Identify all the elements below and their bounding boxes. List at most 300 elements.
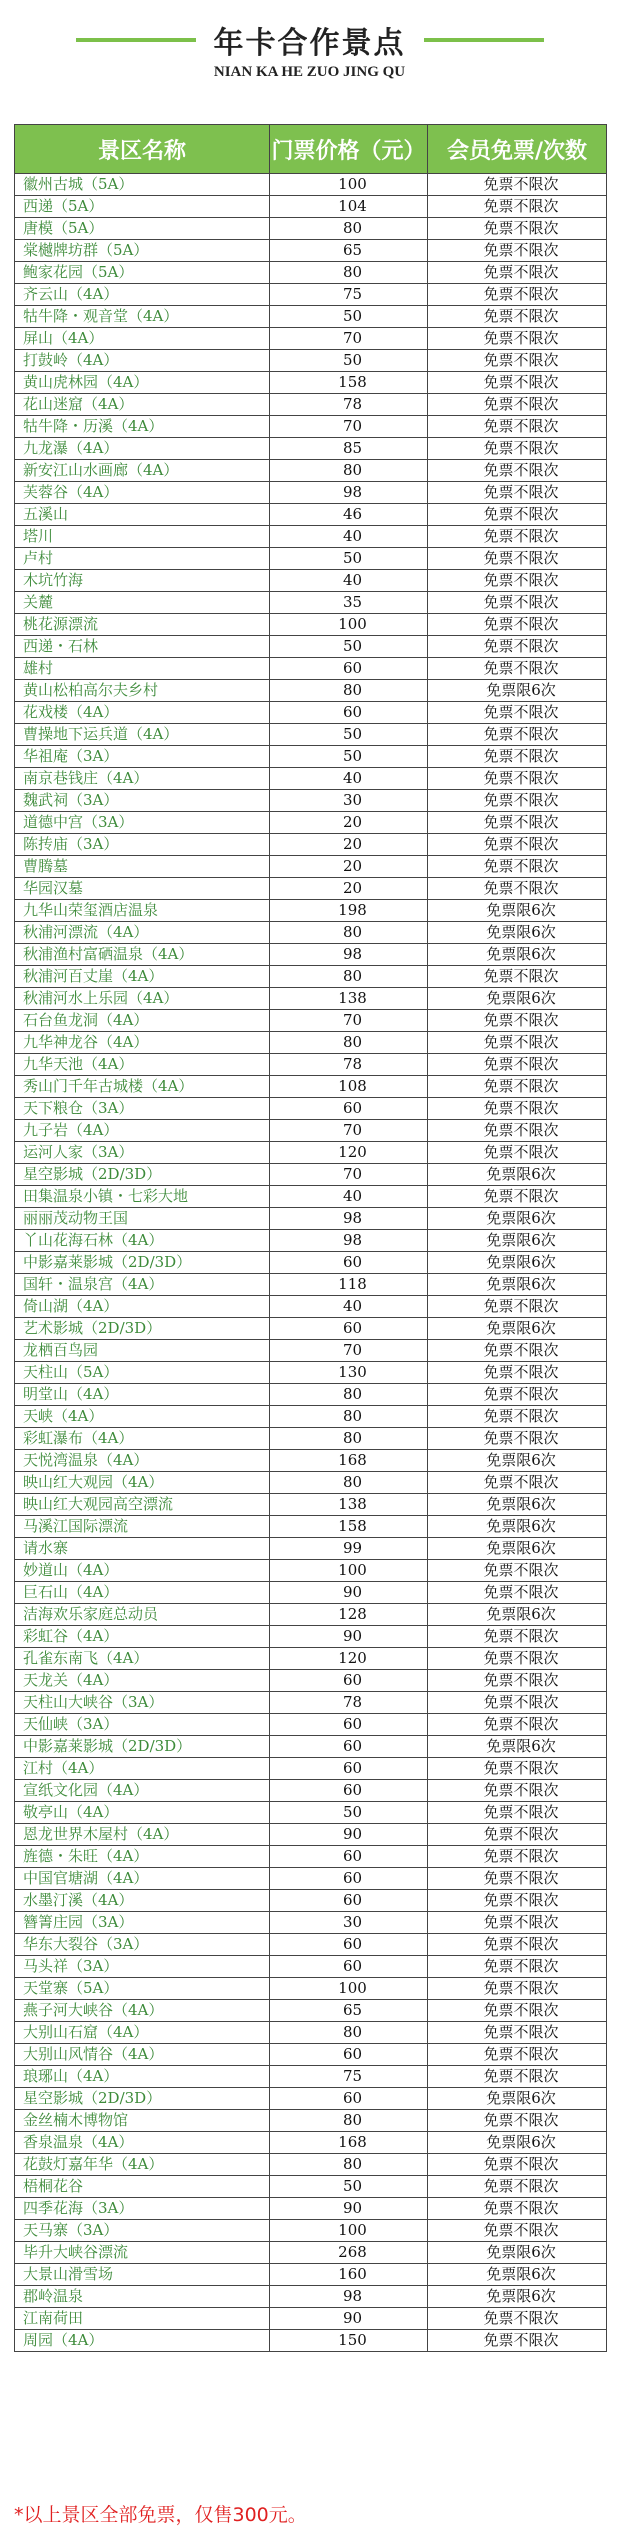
member-free-cell: 免票不限次 — [428, 812, 607, 834]
table-row — [15, 2088, 607, 2110]
spot-name-cell: 屏山（4A） — [15, 328, 270, 350]
ticket-price-cell: 50 — [270, 306, 428, 328]
spot-name-cell: 天柱山（5A） — [15, 1362, 270, 1384]
member-free-cell: 免票不限次 — [428, 1186, 607, 1208]
table-row — [15, 1098, 607, 1120]
member-free-cell: 免票限6次 — [428, 2264, 607, 2286]
ticket-price-cell: 60 — [270, 1956, 428, 1978]
member-free-cell: 免票不限次 — [428, 1296, 607, 1318]
table-row — [15, 1494, 607, 1516]
table-row — [15, 1582, 607, 1604]
member-free-cell: 免票不限次 — [428, 1560, 607, 1582]
member-free-cell: 免票不限次 — [428, 1428, 607, 1450]
table-row — [15, 1252, 607, 1274]
ticket-price-cell: 80 — [270, 1032, 428, 1054]
spot-name-cell: 天峡（4A） — [15, 1406, 270, 1428]
ticket-price-cell: 46 — [270, 504, 428, 526]
table-row — [15, 1450, 607, 1472]
ticket-price-cell: 60 — [270, 2088, 428, 2110]
spot-name-cell: 映山红大观园高空漂流 — [15, 1494, 270, 1516]
member-free-cell: 免票不限次 — [428, 218, 607, 240]
member-free-cell: 免票不限次 — [428, 548, 607, 570]
spot-name-cell: 石台鱼龙洞（4A） — [15, 1010, 270, 1032]
member-free-cell: 免票不限次 — [428, 1362, 607, 1384]
spot-name-cell: 天下粮仓（3A） — [15, 1098, 270, 1120]
member-free-cell: 免票不限次 — [428, 1978, 607, 2000]
table-row — [15, 1406, 607, 1428]
spot-name-cell: 华园汉墓 — [15, 878, 270, 900]
member-free-cell: 免票不限次 — [428, 328, 607, 350]
member-free-cell: 免票不限次 — [428, 2000, 607, 2022]
member-free-cell: 免票不限次 — [428, 1890, 607, 1912]
table-row — [15, 1516, 607, 1538]
table-row — [15, 1934, 607, 1956]
member-free-cell: 免票不限次 — [428, 174, 607, 196]
ticket-price-cell: 60 — [270, 2044, 428, 2066]
member-free-cell: 免票限6次 — [428, 680, 607, 702]
spot-name-cell: 彩虹谷（4A） — [15, 1626, 270, 1648]
table-row — [15, 988, 607, 1010]
ticket-price-cell: 80 — [270, 680, 428, 702]
table-row — [15, 834, 607, 856]
table-row — [15, 724, 607, 746]
member-free-cell: 免票不限次 — [428, 284, 607, 306]
spot-name-cell: 华东大裂谷（3A） — [15, 1934, 270, 1956]
ticket-price-cell: 100 — [270, 2220, 428, 2242]
table-row — [15, 702, 607, 724]
table-row — [15, 1758, 607, 1780]
table-row — [15, 1230, 607, 1252]
spot-name-cell: 陈抟庙（3A） — [15, 834, 270, 856]
member-free-cell: 免票不限次 — [428, 2154, 607, 2176]
member-free-cell: 免票不限次 — [428, 482, 607, 504]
spot-name-cell: 妙道山（4A） — [15, 1560, 270, 1582]
spot-name-cell: 请水寨 — [15, 1538, 270, 1560]
spot-name-cell: 星空影城（2D/3D） — [15, 1164, 270, 1186]
member-free-cell: 免票不限次 — [428, 438, 607, 460]
ticket-price-cell: 130 — [270, 1362, 428, 1384]
member-free-cell: 免票不限次 — [428, 2066, 607, 2088]
ticket-price-cell: 60 — [270, 1098, 428, 1120]
spot-name-cell: 丽丽茂动物王国 — [15, 1208, 270, 1230]
spot-name-cell: 秋浦河水上乐园（4A） — [15, 988, 270, 1010]
spot-name-cell: 旌德・朱旺（4A） — [15, 1846, 270, 1868]
ticket-price-cell: 20 — [270, 856, 428, 878]
member-free-cell: 免票不限次 — [428, 1626, 607, 1648]
ticket-price-cell: 60 — [270, 1670, 428, 1692]
ticket-price-cell: 98 — [270, 2286, 428, 2308]
table-row — [15, 746, 607, 768]
table-row — [15, 2264, 607, 2286]
spot-name-cell: 映山红大观园（4A） — [15, 1472, 270, 1494]
table-row — [15, 570, 607, 592]
page-title: 年卡合作景点 — [213, 26, 406, 61]
member-free-cell: 免票限6次 — [428, 944, 607, 966]
table-row — [15, 856, 607, 878]
spot-name-cell: 雄村 — [15, 658, 270, 680]
table-row — [15, 2044, 607, 2066]
table-row — [15, 504, 607, 526]
member-free-cell: 免票不限次 — [428, 2176, 607, 2198]
table-row — [15, 878, 607, 900]
spot-name-cell: 徽州古城（5A） — [15, 174, 270, 196]
spot-name-cell: 簪箐庄园（3A） — [15, 1912, 270, 1934]
ticket-price-cell: 60 — [270, 702, 428, 724]
table-row — [15, 416, 607, 438]
spot-name-cell: 毕升大峡谷漂流 — [15, 2242, 270, 2264]
spot-name-cell: 卢村 — [15, 548, 270, 570]
ticket-price-cell: 98 — [270, 482, 428, 504]
member-free-cell: 免票不限次 — [428, 196, 607, 218]
spot-name-cell: 梧桐花谷 — [15, 2176, 270, 2198]
ticket-price-cell: 40 — [270, 1186, 428, 1208]
ticket-price-cell: 80 — [270, 1384, 428, 1406]
table-row — [15, 438, 607, 460]
spot-name-cell: 曹腾墓 — [15, 856, 270, 878]
member-free-cell: 免票不限次 — [428, 1582, 607, 1604]
member-free-cell: 免票限6次 — [428, 2242, 607, 2264]
ticket-price-cell: 90 — [270, 1582, 428, 1604]
spot-name-cell: 五溪山 — [15, 504, 270, 526]
ticket-price-cell: 80 — [270, 262, 428, 284]
spot-name-cell: 唐模（5A） — [15, 218, 270, 240]
member-free-cell: 免票不限次 — [428, 306, 607, 328]
table-row — [15, 2066, 607, 2088]
column-header-name: 景区名称 — [15, 125, 270, 174]
table-row — [15, 1846, 607, 1868]
member-free-cell: 免票不限次 — [428, 2220, 607, 2242]
spot-name-cell: 中影嘉莱影城（2D/3D） — [15, 1252, 270, 1274]
member-free-cell: 免票限6次 — [428, 1274, 607, 1296]
spot-name-cell: 天仙峡（3A） — [15, 1714, 270, 1736]
spot-name-cell: 龙栖百鸟园 — [15, 1340, 270, 1362]
spot-name-cell: 花山迷窟（4A） — [15, 394, 270, 416]
ticket-price-cell: 70 — [270, 1164, 428, 1186]
ticket-price-cell: 60 — [270, 658, 428, 680]
member-free-cell: 免票不限次 — [428, 1054, 607, 1076]
spot-name-cell: 打鼓岭（4A） — [15, 350, 270, 372]
scenic-spots-table — [14, 124, 607, 2352]
table-row — [15, 1736, 607, 1758]
spot-name-cell: 华祖庵（3A） — [15, 746, 270, 768]
ticket-price-cell: 50 — [270, 2176, 428, 2198]
ticket-price-cell: 104 — [270, 196, 428, 218]
table-row — [15, 944, 607, 966]
ticket-price-cell: 50 — [270, 350, 428, 372]
member-free-cell: 免票不限次 — [428, 1846, 607, 1868]
ticket-price-cell: 50 — [270, 724, 428, 746]
spot-name-cell: 木坑竹海 — [15, 570, 270, 592]
member-free-cell: 免票不限次 — [428, 240, 607, 262]
member-free-cell: 免票不限次 — [428, 834, 607, 856]
ticket-price-cell: 40 — [270, 1296, 428, 1318]
ticket-price-cell: 100 — [270, 614, 428, 636]
ticket-price-cell: 60 — [270, 1846, 428, 1868]
ticket-price-cell: 158 — [270, 372, 428, 394]
column-header-member: 会员免票/次数 — [428, 125, 607, 174]
ticket-price-cell: 70 — [270, 1010, 428, 1032]
ticket-price-cell: 80 — [270, 2154, 428, 2176]
table-row — [15, 2022, 607, 2044]
ticket-price-cell: 160 — [270, 2264, 428, 2286]
member-free-cell: 免票不限次 — [428, 1098, 607, 1120]
member-free-cell: 免票不限次 — [428, 1648, 607, 1670]
spot-name-cell: 道德中宫（3A） — [15, 812, 270, 834]
spot-name-cell: 牯牛降・观音堂（4A） — [15, 306, 270, 328]
member-free-cell: 免票不限次 — [428, 1714, 607, 1736]
table-row — [15, 636, 607, 658]
ticket-price-cell: 118 — [270, 1274, 428, 1296]
table-row — [15, 1384, 607, 1406]
table-row — [15, 1978, 607, 2000]
spot-name-cell: 秋浦河百丈崖（4A） — [15, 966, 270, 988]
spot-name-cell: 马溪江国际漂流 — [15, 1516, 270, 1538]
table-row — [15, 966, 607, 988]
member-free-cell: 免票不限次 — [428, 416, 607, 438]
table-row — [15, 240, 607, 262]
table-row — [15, 1120, 607, 1142]
member-free-cell: 免票不限次 — [428, 1340, 607, 1362]
ticket-price-cell: 30 — [270, 790, 428, 812]
ticket-price-cell: 60 — [270, 1714, 428, 1736]
member-free-cell: 免票不限次 — [428, 394, 607, 416]
member-free-cell: 免票不限次 — [428, 636, 607, 658]
table-row — [15, 306, 607, 328]
ticket-price-cell: 80 — [270, 2110, 428, 2132]
member-free-cell: 免票不限次 — [428, 2110, 607, 2132]
table-row — [15, 1912, 607, 1934]
spot-name-cell: 天悦湾温泉（4A） — [15, 1450, 270, 1472]
ticket-price-cell: 75 — [270, 284, 428, 306]
spot-name-cell: 星空影城（2D/3D） — [15, 2088, 270, 2110]
spot-name-cell: 倚山湖（4A） — [15, 1296, 270, 1318]
ticket-price-cell: 60 — [270, 1736, 428, 1758]
spot-name-cell: 琅琊山（4A） — [15, 2066, 270, 2088]
page-subtitle: NIAN KA HE ZUO JING QU — [213, 64, 406, 80]
member-free-cell: 免票不限次 — [428, 1076, 607, 1098]
spot-name-cell: 花鼓灯嘉年华（4A） — [15, 2154, 270, 2176]
ticket-price-cell: 168 — [270, 1450, 428, 1472]
member-free-cell: 免票限6次 — [428, 1604, 607, 1626]
ticket-price-cell: 138 — [270, 1494, 428, 1516]
member-free-cell: 免票不限次 — [428, 2308, 607, 2330]
table-row — [15, 2220, 607, 2242]
ticket-price-cell: 60 — [270, 1252, 428, 1274]
spot-name-cell: 宣纸文化园（4A） — [15, 1780, 270, 1802]
title-row — [0, 20, 619, 60]
footnote: *以上景区全部免票，仅售300元。 — [14, 2504, 307, 2526]
table-row — [15, 592, 607, 614]
ticket-price-cell: 99 — [270, 1538, 428, 1560]
member-free-cell: 免票限6次 — [428, 1736, 607, 1758]
table-row — [15, 1670, 607, 1692]
spot-name-cell: 彩虹瀑布（4A） — [15, 1428, 270, 1450]
ticket-price-cell: 78 — [270, 394, 428, 416]
member-free-cell: 免票不限次 — [428, 1912, 607, 1934]
ticket-price-cell: 100 — [270, 174, 428, 196]
spot-name-cell: 中国官塘湖（4A） — [15, 1868, 270, 1890]
ticket-price-cell: 60 — [270, 1868, 428, 1890]
spot-name-cell: 曹操地下运兵道（4A） — [15, 724, 270, 746]
spot-name-cell: 马头祥（3A） — [15, 1956, 270, 1978]
table-row — [15, 1560, 607, 1582]
spot-name-cell: 九华山荣玺酒店温泉 — [15, 900, 270, 922]
table-row — [15, 1824, 607, 1846]
spot-name-cell: 九子岩（4A） — [15, 1120, 270, 1142]
ticket-price-cell: 90 — [270, 1824, 428, 1846]
ticket-price-cell: 20 — [270, 812, 428, 834]
table-row — [15, 2286, 607, 2308]
spot-name-cell: 香泉温泉（4A） — [15, 2132, 270, 2154]
column-header-price: 门票价格（元） — [270, 125, 428, 174]
table-row — [15, 922, 607, 944]
ticket-price-cell: 85 — [270, 438, 428, 460]
spot-name-cell: 鲍家花园（5A） — [15, 262, 270, 284]
member-free-cell: 免票不限次 — [428, 2198, 607, 2220]
spot-name-cell: 西递・石林 — [15, 636, 270, 658]
spot-name-cell: 黄山虎林园（4A） — [15, 372, 270, 394]
member-free-cell: 免票不限次 — [428, 1384, 607, 1406]
spot-name-cell: 水墨汀溪（4A） — [15, 1890, 270, 1912]
spot-name-cell: 花戏楼（4A） — [15, 702, 270, 724]
ticket-price-cell: 65 — [270, 2000, 428, 2022]
table-row — [15, 2176, 607, 2198]
ticket-price-cell: 50 — [270, 636, 428, 658]
table-row — [15, 1868, 607, 1890]
table-row — [15, 1780, 607, 1802]
ticket-price-cell: 100 — [270, 1978, 428, 2000]
member-free-cell: 免票不限次 — [428, 372, 607, 394]
table-row — [15, 614, 607, 636]
ticket-price-cell: 98 — [270, 944, 428, 966]
table-row — [15, 1032, 607, 1054]
spot-name-cell: 中影嘉莱影城（2D/3D） — [15, 1736, 270, 1758]
table-row — [15, 1208, 607, 1230]
table-row — [15, 460, 607, 482]
table-row — [15, 1714, 607, 1736]
table-row — [15, 1890, 607, 1912]
table-row — [15, 1362, 607, 1384]
spot-name-cell: 田集温泉小镇・七彩大地 — [15, 1186, 270, 1208]
spot-name-cell: 巨石山（4A） — [15, 1582, 270, 1604]
spot-name-cell: 天马寨（3A） — [15, 2220, 270, 2242]
table-row — [15, 196, 607, 218]
table-row — [15, 1604, 607, 1626]
spot-name-cell: 丫山花海石林（4A） — [15, 1230, 270, 1252]
table-row — [15, 350, 607, 372]
table-row — [15, 2308, 607, 2330]
ticket-price-cell: 70 — [270, 1340, 428, 1362]
member-free-cell: 免票限6次 — [428, 1450, 607, 1472]
table-row — [15, 768, 607, 790]
ticket-price-cell: 98 — [270, 1208, 428, 1230]
spot-name-cell: 牯牛降・历溪（4A） — [15, 416, 270, 438]
ticket-price-cell: 50 — [270, 746, 428, 768]
member-free-cell: 免票不限次 — [428, 1692, 607, 1714]
ticket-price-cell: 80 — [270, 460, 428, 482]
table-body — [15, 174, 607, 2352]
ticket-price-cell: 198 — [270, 900, 428, 922]
spot-name-cell: 关麓 — [15, 592, 270, 614]
ticket-price-cell: 20 — [270, 878, 428, 900]
member-free-cell: 免票限6次 — [428, 1164, 607, 1186]
spot-name-cell: 九华神龙谷（4A） — [15, 1032, 270, 1054]
member-free-cell: 免票不限次 — [428, 1032, 607, 1054]
member-free-cell: 免票不限次 — [428, 790, 607, 812]
member-free-cell: 免票不限次 — [428, 262, 607, 284]
spot-name-cell: 金丝楠木博物馆 — [15, 2110, 270, 2132]
title-line-left — [76, 38, 196, 42]
spot-name-cell: 棠樾牌坊群（5A） — [15, 240, 270, 262]
member-free-cell: 免票不限次 — [428, 1956, 607, 1978]
member-free-cell: 免票不限次 — [428, 1780, 607, 1802]
ticket-price-cell: 60 — [270, 1890, 428, 1912]
spot-name-cell: 天堂寨（5A） — [15, 1978, 270, 2000]
table-row — [15, 394, 607, 416]
ticket-price-cell: 60 — [270, 1318, 428, 1340]
member-free-cell: 免票限6次 — [428, 1318, 607, 1340]
member-free-cell: 免票不限次 — [428, 1010, 607, 1032]
table-row — [15, 2110, 607, 2132]
member-free-cell: 免票不限次 — [428, 526, 607, 548]
member-free-cell: 免票不限次 — [428, 460, 607, 482]
table-row — [15, 1626, 607, 1648]
table-row — [15, 2000, 607, 2022]
ticket-price-cell: 70 — [270, 1120, 428, 1142]
spot-name-cell: 南京巷钱庄（4A） — [15, 768, 270, 790]
member-free-cell: 免票不限次 — [428, 2330, 607, 2352]
table-row — [15, 1538, 607, 1560]
member-free-cell: 免票不限次 — [428, 504, 607, 526]
ticket-price-cell: 50 — [270, 548, 428, 570]
member-free-cell: 免票不限次 — [428, 768, 607, 790]
spot-name-cell: 运河人家（3A） — [15, 1142, 270, 1164]
table-row — [15, 658, 607, 680]
ticket-price-cell: 120 — [270, 1142, 428, 1164]
member-free-cell: 免票不限次 — [428, 856, 607, 878]
ticket-price-cell: 40 — [270, 570, 428, 592]
spot-name-cell: 明堂山（4A） — [15, 1384, 270, 1406]
spot-name-cell: 郡岭温泉 — [15, 2286, 270, 2308]
ticket-price-cell: 80 — [270, 1428, 428, 1450]
member-free-cell: 免票不限次 — [428, 1802, 607, 1824]
ticket-price-cell: 80 — [270, 2022, 428, 2044]
spot-name-cell: 国轩・温泉宫（4A） — [15, 1274, 270, 1296]
spot-name-cell: 齐云山（4A） — [15, 284, 270, 306]
table-row — [15, 1692, 607, 1714]
member-free-cell: 免票不限次 — [428, 1868, 607, 1890]
member-free-cell: 免票不限次 — [428, 592, 607, 614]
ticket-price-cell: 70 — [270, 328, 428, 350]
spot-name-cell: 天柱山大峡谷（3A） — [15, 1692, 270, 1714]
member-free-cell: 免票不限次 — [428, 1670, 607, 1692]
ticket-price-cell: 268 — [270, 2242, 428, 2264]
table-row — [15, 1802, 607, 1824]
ticket-price-cell: 90 — [270, 2198, 428, 2220]
member-free-cell: 免票限6次 — [428, 1230, 607, 1252]
ticket-price-cell: 80 — [270, 218, 428, 240]
spot-name-cell: 西递（5A） — [15, 196, 270, 218]
member-free-cell: 免票限6次 — [428, 988, 607, 1010]
spot-name-cell: 天龙关（4A） — [15, 1670, 270, 1692]
member-free-cell: 免票不限次 — [428, 1406, 607, 1428]
ticket-price-cell: 90 — [270, 2308, 428, 2330]
ticket-price-cell: 90 — [270, 1626, 428, 1648]
member-free-cell: 免票限6次 — [428, 900, 607, 922]
member-free-cell: 免票不限次 — [428, 878, 607, 900]
spot-name-cell: 秀山门千年古城楼（4A） — [15, 1076, 270, 1098]
member-free-cell: 免票限6次 — [428, 2286, 607, 2308]
